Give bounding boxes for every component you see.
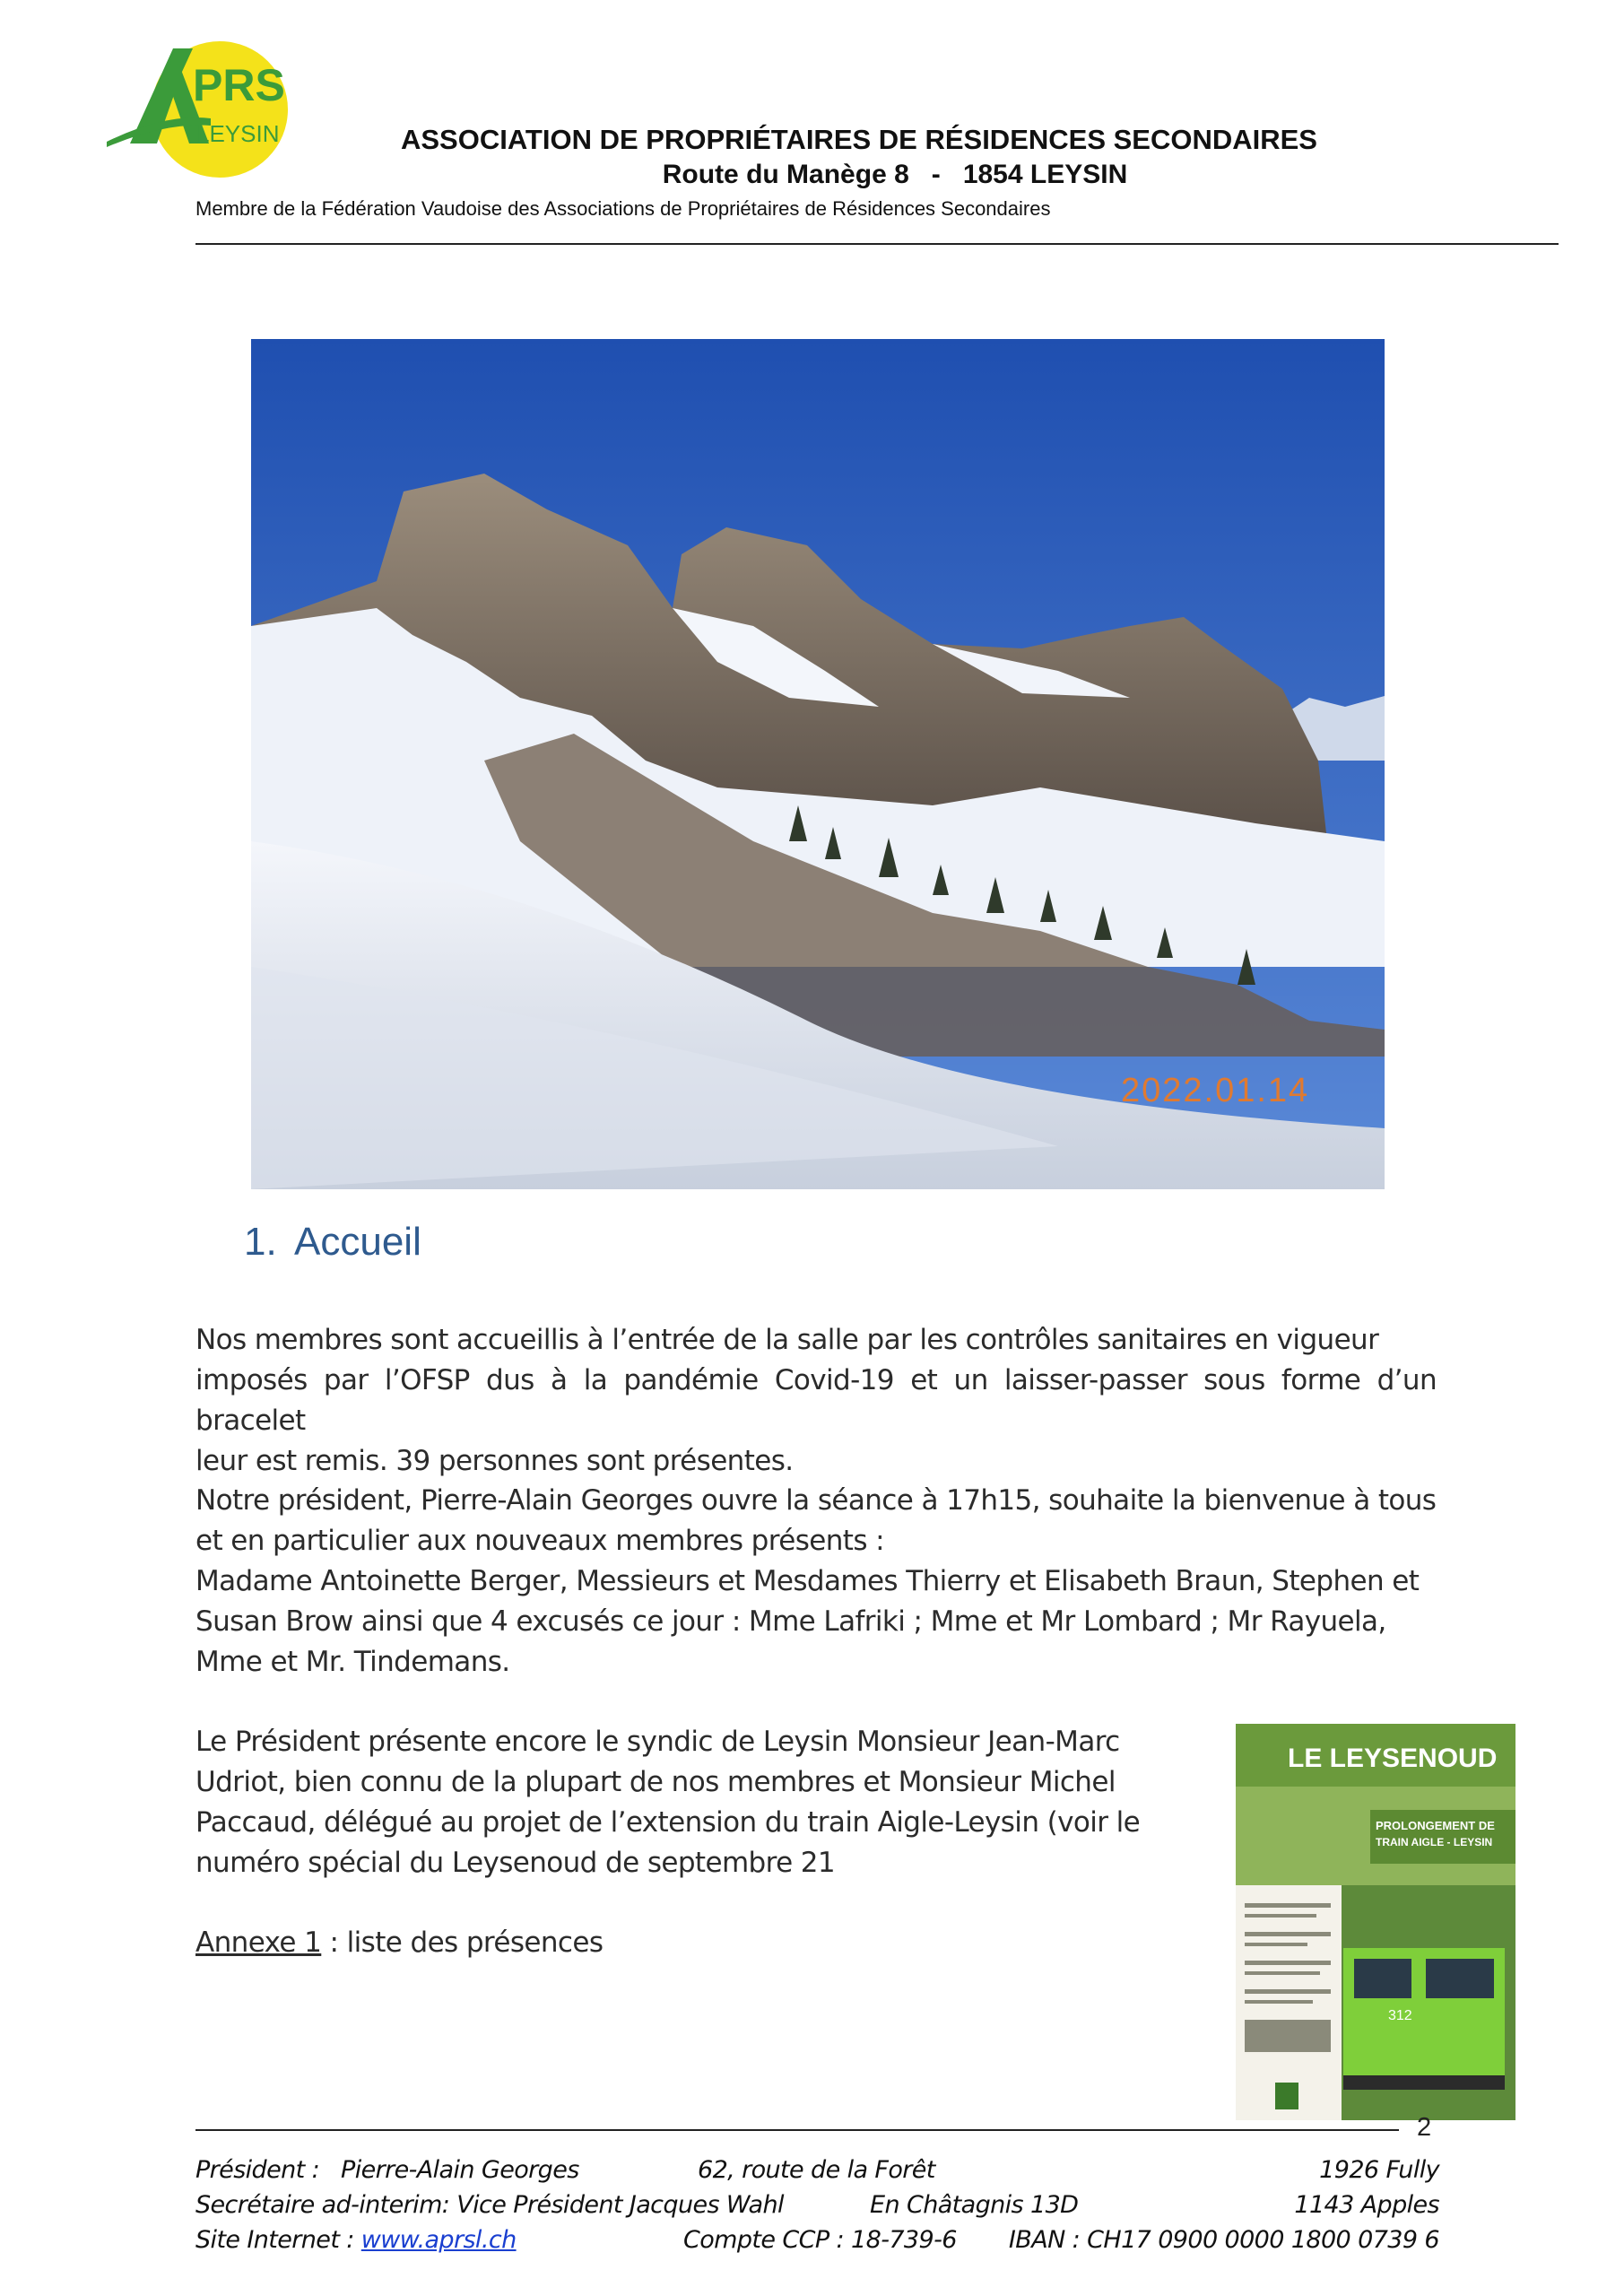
paragraph-line: Paccaud, délégué au projet de l’extension du train Aigle-Leysin (voir le (195, 1806, 1141, 1839)
mountain-photo (251, 339, 1385, 1189)
footer-president: Président : Pierre-Alain Georges (195, 2156, 579, 2184)
section-title: Accueil (294, 1220, 421, 1264)
website-label: Site Internet : (195, 2226, 361, 2254)
logo-leysin-text: LEYSIN (196, 120, 280, 147)
paragraph-line: Susan Brow ainsi que 4 excusés ce jour : Mme Lafriki ; Mme et Mr Lombard ; Mr Rayuela, (195, 1605, 1386, 1638)
aprs-logo (103, 36, 291, 179)
logo-prs-text: PRS (193, 60, 285, 110)
website-link[interactable]: www.aprsl.ch (360, 2226, 517, 2254)
cover-train-number: 312 (1388, 2008, 1412, 2023)
section-number: 1. (244, 1220, 277, 1264)
header-divider (195, 243, 1559, 245)
paragraph-line: Notre président, Pierre-Alain Georges ouvre la séance à 17h15, souhaite la bienvenue à tous (195, 1484, 1437, 1517)
footer-secretary-street: En Châtagnis 13D (870, 2191, 1079, 2219)
association-address (0, 160, 1624, 190)
association-title: ASSOCIATION DE PROPRIÉTAIRES DE RÉSIDENCES SECONDAIRES (400, 124, 1317, 155)
paragraph-line: numéro spécial du Leysenoud de septembre 21 (195, 1847, 836, 1879)
cover-title: LE LEYSENOUD (1288, 1744, 1498, 1773)
cover-banner-line1: PROLONGEMENT DE (1376, 1819, 1495, 1832)
photo-date-stamp: 2022.01.14 (1121, 1072, 1310, 1109)
paragraph-line: leur est remis. 39 personnes sont présentes. (195, 1445, 794, 1477)
address-street: Route du Manège 8 (662, 160, 909, 189)
leysenoud-cover-image (1236, 1724, 1515, 2120)
annex-description: : liste des présences (321, 1926, 604, 1959)
address-separator: - (931, 160, 941, 189)
section-heading (244, 1220, 421, 1265)
paragraph-line: imposés par l’OFSP dus à la pandémie Covid-19 et un laisser-passer sous forme d’un bracelet (195, 1364, 1437, 1437)
annex-label: Annexe 1 (195, 1926, 322, 1959)
paragraph-line: Udriot, bien connu de la plupart de nos membres et Monsieur Michel (195, 1766, 1116, 1798)
footer-president-city: 1926 Fully (1319, 2156, 1439, 2184)
paragraph-line: Nos membres sont accueillis à l’entrée de la salle par les contrôles sanitaires en vigueur (195, 1324, 1379, 1356)
address-city: 1854 LEYSIN (962, 160, 1128, 189)
page-number: 2 (1417, 2113, 1432, 2142)
paragraph-line: Le Président présente encore le syndic de Leysin Monsieur Jean-Marc (195, 1726, 1120, 1758)
paragraph-line: Mme et Mr. Tindemans. (195, 1646, 510, 1678)
footer-secretary: Secrétaire ad-interim: Vice Président Jacques Wahl (195, 2191, 784, 2219)
paragraph-line: Madame Antoinette Berger, Messieurs et Mesdames Thierry et Elisabeth Braun, Stephen et (195, 1565, 1420, 1597)
paragraph-president (195, 1481, 1437, 1683)
footer-website (195, 2226, 517, 2254)
footer-secretary-city: 1143 Apples (1294, 2191, 1439, 2219)
cover-banner-line2: TRAIN AIGLE - LEYSIN (1376, 1836, 1493, 1848)
paragraph-line: et en particulier aux nouveaux membres présents : (195, 1525, 884, 1557)
paragraph-syndic (195, 1722, 1216, 1883)
footer-ccp-account: Compte CCP : 18-739-6 (683, 2226, 957, 2254)
footer-president-street: 62, route de la Forêt (698, 2156, 935, 2184)
footer-iban: IBAN : CH17 0900 0000 1800 0739 6 (1008, 2226, 1439, 2254)
paragraph-welcome (195, 1320, 1437, 1482)
federation-membership-line: Membre de la Fédération Vaudoise des Associations de Propriétaires de Résidences Secondaires (195, 197, 1051, 220)
footer-divider (195, 2129, 1399, 2131)
